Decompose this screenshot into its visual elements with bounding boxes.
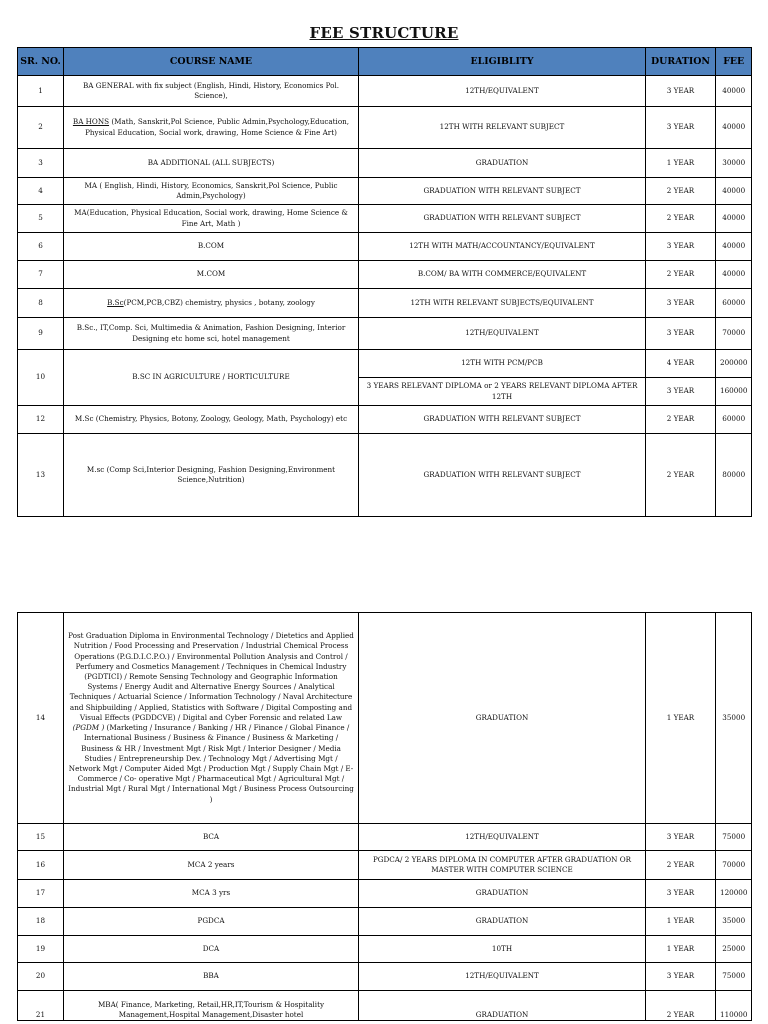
sr-no-cell: 1 bbox=[18, 76, 64, 107]
sr-no-cell: 5 bbox=[18, 205, 64, 233]
sr-no-cell: 21 bbox=[18, 991, 64, 1021]
eligibility-cell: GRADUATION bbox=[359, 880, 646, 908]
header-course-name: COURSE NAME bbox=[64, 48, 359, 76]
fee-cell: 75000 bbox=[716, 824, 752, 851]
table-row bbox=[18, 406, 752, 434]
duration-cell: 2 YEAR bbox=[646, 851, 716, 880]
duration-cell: 4 YEAR bbox=[646, 350, 716, 378]
course-cell: PGDCA bbox=[64, 908, 359, 936]
table-row bbox=[18, 233, 752, 261]
duration-cell: 3 YEAR bbox=[646, 378, 716, 406]
course-italic-text: (PGDM ) bbox=[72, 723, 105, 733]
course-cell bbox=[64, 107, 359, 149]
page-title: FEE STRUCTURE bbox=[309, 24, 459, 42]
eligibility-cell: 12TH WITH PCM/PCB bbox=[359, 350, 646, 378]
duration-cell: 3 YEAR bbox=[646, 963, 716, 991]
table-row bbox=[18, 824, 752, 851]
table-row bbox=[18, 178, 752, 205]
duration-cell: 1 YEAR bbox=[646, 936, 716, 963]
fee-cell: 120000 bbox=[716, 880, 752, 908]
eligibility-cell: 12TH/EQUIVALENT bbox=[359, 963, 646, 991]
sr-no-cell: 8 bbox=[18, 289, 64, 318]
course-cell: MA ( English, Hindi, History, Economics, Sanskrit,Pol Science, Public Admin,Psychology) bbox=[64, 178, 359, 205]
fee-cell: 80000 bbox=[716, 434, 752, 517]
course-text: (Marketing / Insurance / Banking / HR / Finance / Global Finance / International Business / Business & Finance / Business & Marketing / Business & HR / Investment Mgt / Risk Mgt / Interior Designer / Media Studies / Entrepreneurship Dev. / Technology Mgt / Advertising Mgt / Network Mgt / Computer Aided Mgt / Production Mgt / Supply Chain Mgt / E-Commerce / Co- operative Mgt / Pharmaceutical Mgt / Agricultural Mgt / Industrial Mgt / Rural Mgt / International Mgt / Business Process Outsourcing ) bbox=[68, 723, 354, 804]
course-cell: B.SC IN AGRICULTURE / HORTICULTURE bbox=[64, 350, 359, 406]
eligibility-cell: PGDCA/ 2 YEARS DIPLOMA IN COMPUTER AFTER GRADUATION OR MASTER WITH COMPUTER SCIENCE bbox=[359, 851, 646, 880]
sr-no-cell: 18 bbox=[18, 908, 64, 936]
table-row bbox=[18, 149, 752, 178]
duration-cell: 3 YEAR bbox=[646, 289, 716, 318]
header-eligibility: ELIGIBLITY bbox=[359, 48, 646, 76]
sr-no-cell: 2 bbox=[18, 107, 64, 149]
course-cell: BA ADDITIONAL (ALL SUBJECTS) bbox=[64, 149, 359, 178]
course-cell: M.Sc (Chemistry, Physics, Botony, Zoology, Geology, Math, Psychology) etc bbox=[64, 406, 359, 434]
fee-cell: 40000 bbox=[716, 205, 752, 233]
duration-cell: 1 YEAR bbox=[646, 908, 716, 936]
sr-no-cell: 16 bbox=[18, 851, 64, 880]
fee-cell: 30000 bbox=[716, 149, 752, 178]
eligibility-cell: 12TH/EQUIVALENT bbox=[359, 76, 646, 107]
duration-cell: 1 YEAR bbox=[646, 149, 716, 178]
course-cell: B.Sc., IT,Comp. Sci, Multimedia & Animation, Fashion Designing, Interior Designing etc home sci, hotel management bbox=[64, 318, 359, 350]
eligibility-cell: GRADUATION WITH RELEVANT SUBJECT bbox=[359, 434, 646, 517]
eligibility-cell: GRADUATION bbox=[359, 613, 646, 824]
duration-cell: 2 YEAR bbox=[646, 991, 716, 1021]
table-row bbox=[18, 991, 752, 1021]
sr-no-cell: 20 bbox=[18, 963, 64, 991]
fee-cell: 40000 bbox=[716, 76, 752, 107]
eligibility-cell: 12TH/EQUIVALENT bbox=[359, 318, 646, 350]
fee-cell: 40000 bbox=[716, 233, 752, 261]
course-text: (PCM,PCB,CBZ) chemistry, physics , botany, zoology bbox=[123, 297, 315, 307]
table-row bbox=[18, 613, 752, 824]
duration-cell: 2 YEAR bbox=[646, 434, 716, 517]
sr-no-cell: 17 bbox=[18, 880, 64, 908]
fee-cell: 35000 bbox=[716, 613, 752, 824]
table-row bbox=[18, 851, 752, 880]
table-header-row bbox=[18, 48, 752, 76]
course-cell: BCA bbox=[64, 824, 359, 851]
fee-cell: 200000 bbox=[716, 350, 752, 378]
fee-cell: 70000 bbox=[716, 318, 752, 350]
course-cell: M.sc (Comp Sci,Interior Designing, Fashion Designing,Environment Science,Nutrition) bbox=[64, 434, 359, 517]
table-row bbox=[18, 963, 752, 991]
eligibility-cell: B.COM/ BA WITH COMMERCE/EQUIVALENT bbox=[359, 261, 646, 289]
sr-no-cell: 7 bbox=[18, 261, 64, 289]
sr-no-cell: 3 bbox=[18, 149, 64, 178]
duration-cell: 2 YEAR bbox=[646, 261, 716, 289]
table-row bbox=[18, 936, 752, 963]
header-fee: FEE bbox=[716, 48, 752, 76]
fee-cell: 60000 bbox=[716, 406, 752, 434]
fee-cell: 75000 bbox=[716, 963, 752, 991]
table-row bbox=[18, 261, 752, 289]
course-cell: BBA bbox=[64, 963, 359, 991]
duration-cell: 2 YEAR bbox=[646, 178, 716, 205]
course-underlined-text: B.Sc bbox=[107, 297, 124, 307]
course-cell: DCA bbox=[64, 936, 359, 963]
table-row bbox=[18, 350, 752, 378]
eligibility-cell: 12TH WITH MATH/ACCOUNTANCY/EQUIVALENT bbox=[359, 233, 646, 261]
header-sr-no: SR. NO. bbox=[18, 48, 64, 76]
table-row bbox=[18, 205, 752, 233]
duration-cell: 3 YEAR bbox=[646, 107, 716, 149]
eligibility-cell: 12TH/EQUIVALENT bbox=[359, 824, 646, 851]
eligibility-cell: 3 YEARS RELEVANT DIPLOMA or 2 YEARS RELEVANT DIPLOMA AFTER 12TH bbox=[359, 378, 646, 406]
course-cell bbox=[64, 613, 359, 824]
course-cell: B.COM bbox=[64, 233, 359, 261]
course-cell: MA(Education, Physical Education, Social work, drawing, Home Science & Fine Art, Math ) bbox=[64, 205, 359, 233]
eligibility-cell: 12TH WITH RELEVANT SUBJECTS/EQUIVALENT bbox=[359, 289, 646, 318]
sr-no-cell: 9 bbox=[18, 318, 64, 350]
duration-cell: 2 YEAR bbox=[646, 406, 716, 434]
table-row bbox=[18, 318, 752, 350]
duration-cell: 1 YEAR bbox=[646, 613, 716, 824]
sr-no-cell: 6 bbox=[18, 233, 64, 261]
table-row bbox=[18, 880, 752, 908]
course-cell: MCA 3 yrs bbox=[64, 880, 359, 908]
duration-cell: 3 YEAR bbox=[646, 318, 716, 350]
fee-cell: 40000 bbox=[716, 178, 752, 205]
sr-no-cell: 19 bbox=[18, 936, 64, 963]
course-underlined-text: BA HONS bbox=[72, 117, 110, 127]
duration-cell: 3 YEAR bbox=[646, 233, 716, 261]
fee-cell: 110000 bbox=[716, 991, 752, 1021]
eligibility-cell: 12TH WITH RELEVANT SUBJECT bbox=[359, 107, 646, 149]
sr-no-cell: 4 bbox=[18, 178, 64, 205]
course-cell: MBA( Finance, Marketing, Retail,HR,IT,Tourism & Hospitality Management,Hospital Management,Disaster hotel bbox=[64, 991, 359, 1021]
eligibility-cell: GRADUATION WITH RELEVANT SUBJECT bbox=[359, 406, 646, 434]
eligibility-cell: 10TH bbox=[359, 936, 646, 963]
duration-cell: 3 YEAR bbox=[646, 880, 716, 908]
course-cell: BA GENERAL with fix subject (English, Hindi, History, Economics Pol. Science), bbox=[64, 76, 359, 107]
course-text: Post Graduation Diploma in Environmental Technology / Dietetics and Applied Nutrition / Food Processing and Preservation / Industrial Chemical Process Operations (P.G.D.I.C.P.O.) / Environmental Pollution Analysis and Control / Perfumery and Cosmetics Management / Techniques in Chemical Industry (PGDTICI) / Remote Sensing Technology and Geographic Information Systems / Energy Audit and Alternative Energy Sources / Analytical Techniques / Actuarial Science / Information Technology / Naval Architecture and Shipbuilding / Applied, Statistics with Software / Digital Composting and Visual Effects (PGDDCVE) / Digital and Cyber Forensic and related Law bbox=[68, 631, 354, 722]
eligibility-cell: GRADUATION bbox=[359, 149, 646, 178]
fee-cell: 60000 bbox=[716, 289, 752, 318]
table-row bbox=[18, 434, 752, 517]
duration-cell: 3 YEAR bbox=[646, 76, 716, 107]
table-row bbox=[18, 76, 752, 107]
table-row bbox=[18, 107, 752, 149]
duration-cell: 2 YEAR bbox=[646, 205, 716, 233]
fee-table-continued bbox=[17, 612, 752, 1021]
table-row bbox=[18, 289, 752, 318]
sr-no-cell: 15 bbox=[18, 824, 64, 851]
header-duration: DURATION bbox=[646, 48, 716, 76]
fee-cell: 40000 bbox=[716, 261, 752, 289]
fee-table bbox=[17, 47, 752, 517]
fee-cell: 35000 bbox=[716, 908, 752, 936]
eligibility-cell: GRADUATION WITH RELEVANT SUBJECT bbox=[359, 205, 646, 233]
fee-cell: 70000 bbox=[716, 851, 752, 880]
course-cell bbox=[64, 289, 359, 318]
course-cell: MCA 2 years bbox=[64, 851, 359, 880]
fee-cell: 25000 bbox=[716, 936, 752, 963]
table-row bbox=[18, 908, 752, 936]
sr-no-cell: 10 bbox=[18, 350, 64, 406]
sr-no-cell: 14 bbox=[18, 613, 64, 824]
eligibility-cell: GRADUATION bbox=[359, 908, 646, 936]
duration-cell: 3 YEAR bbox=[646, 824, 716, 851]
course-text: (Math, Sanskrit,Pol Science, Public Admin,Psychology,Education, Physical Education, Social work, drawing, Home Science & Fine Art) bbox=[85, 117, 350, 137]
sr-no-cell: 12 bbox=[18, 406, 64, 434]
eligibility-cell: GRADUATION WITH RELEVANT SUBJECT bbox=[359, 178, 646, 205]
eligibility-cell: GRADUATION bbox=[359, 991, 646, 1021]
fee-cell: 160000 bbox=[716, 378, 752, 406]
sr-no-cell: 13 bbox=[18, 434, 64, 517]
course-cell: M.COM bbox=[64, 261, 359, 289]
fee-cell: 40000 bbox=[716, 107, 752, 149]
